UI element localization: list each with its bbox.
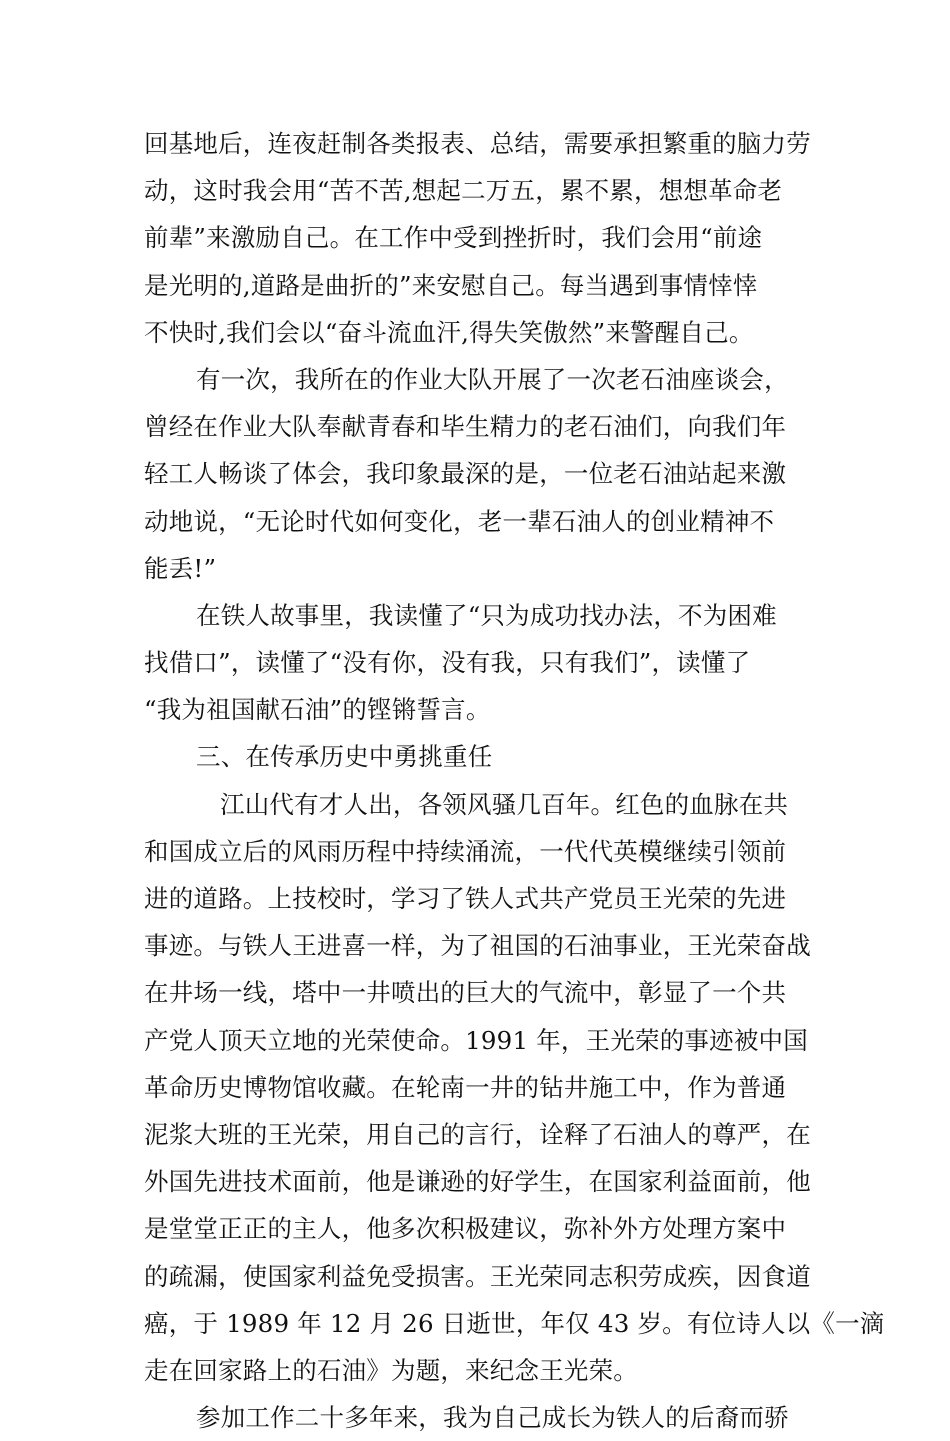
text-line: 找借口”，读懂了“没有你，没有我，只有我们”，读懂了 <box>144 648 751 678</box>
body-text <box>144 120 885 1441</box>
text-line: 泥浆大班的王光荣，用自己的言行，诠释了石油人的尊严，在 <box>144 1119 811 1149</box>
text-line: “我为祖国献石油”的铿锵誓言。 <box>144 695 491 725</box>
text-line: 癌，于 1989 年 12 月 26 日逝世，年仅 43 岁。有位诗人以《一滴 <box>144 1308 885 1338</box>
text-line: 是光明的,道路是曲折的”来安慰自己。每当遇到事情悻悻 <box>144 270 758 300</box>
text-line: 轻工人畅谈了体会，我印象最深的是，一位老石油站起来激 <box>144 459 787 489</box>
text-line: 能丢!” <box>144 553 217 583</box>
paragraph-start-line: 有一次，我所在的作业大队开展了一次老石油座谈会， <box>196 364 789 394</box>
text-line: 前辈”来激励自己。在工作中受到挫折时，我们会用“前途 <box>144 223 763 253</box>
text-line: 不快时,我们会以“奋斗流血汗,得失笑傲然”来警醒自己。 <box>144 317 754 347</box>
paragraph-start-line: 在铁人故事里，我读懂了“只为成功找办法，不为困难 <box>196 600 777 630</box>
paragraph-start-line: 江山代有才人出，各领风骚几百年。红色的血脉在共 <box>220 789 789 819</box>
text-line: 革命历史博物馆收藏。在轮南一井的钻井施工中，作为普通 <box>144 1072 787 1102</box>
paragraph-start-line: 参加工作二十多年来，我为自己成长为铁人的后裔而骄 <box>196 1403 789 1433</box>
text-line: 曾经在作业大队奉献青春和毕生精力的老石油们，向我们年 <box>144 412 787 442</box>
text-line: 产党人顶天立地的光荣使命。1991 年，王光荣的事迹被中国 <box>144 1025 808 1055</box>
text-line: 动地说，“无论时代如何变化，老一辈石油人的创业精神不 <box>144 506 775 536</box>
text-line: 走在回家路上的石油》为题，来纪念王光荣。 <box>144 1355 638 1385</box>
text-line: 进的道路。上技校时，学习了铁人式共产党员王光荣的先进 <box>144 884 787 913</box>
text-line: 和国成立后的风雨历程中持续涌流，一代代英模继续引领前 <box>144 836 787 866</box>
text-line: 动，这时我会用“苦不苦,想起二万五，累不累，想想革命老 <box>144 176 783 206</box>
text-line: 外国先进技术面前，他是谦逊的好学生，在国家利益面前，他 <box>144 1167 811 1197</box>
text-line: 在井场一线，塔中一井喷出的巨大的气流中，彰显了一个共 <box>144 978 787 1008</box>
text-line: 事迹。与铁人王进喜一样，为了祖国的石油事业，王光荣奋战 <box>144 931 811 961</box>
text-line: 是堂堂正正的主人，他多次积极建议，弥补外方处理方案中 <box>144 1214 787 1244</box>
section-heading: 三、在传承历史中勇挑重任 <box>196 742 493 772</box>
text-line: 的疏漏，使国家利益免受损害。王光荣同志积劳成疾，因食道 <box>144 1261 811 1291</box>
text-line: 回基地后，连夜赶制各类报表、总结，需要承担繁重的脑力劳 <box>144 129 811 158</box>
